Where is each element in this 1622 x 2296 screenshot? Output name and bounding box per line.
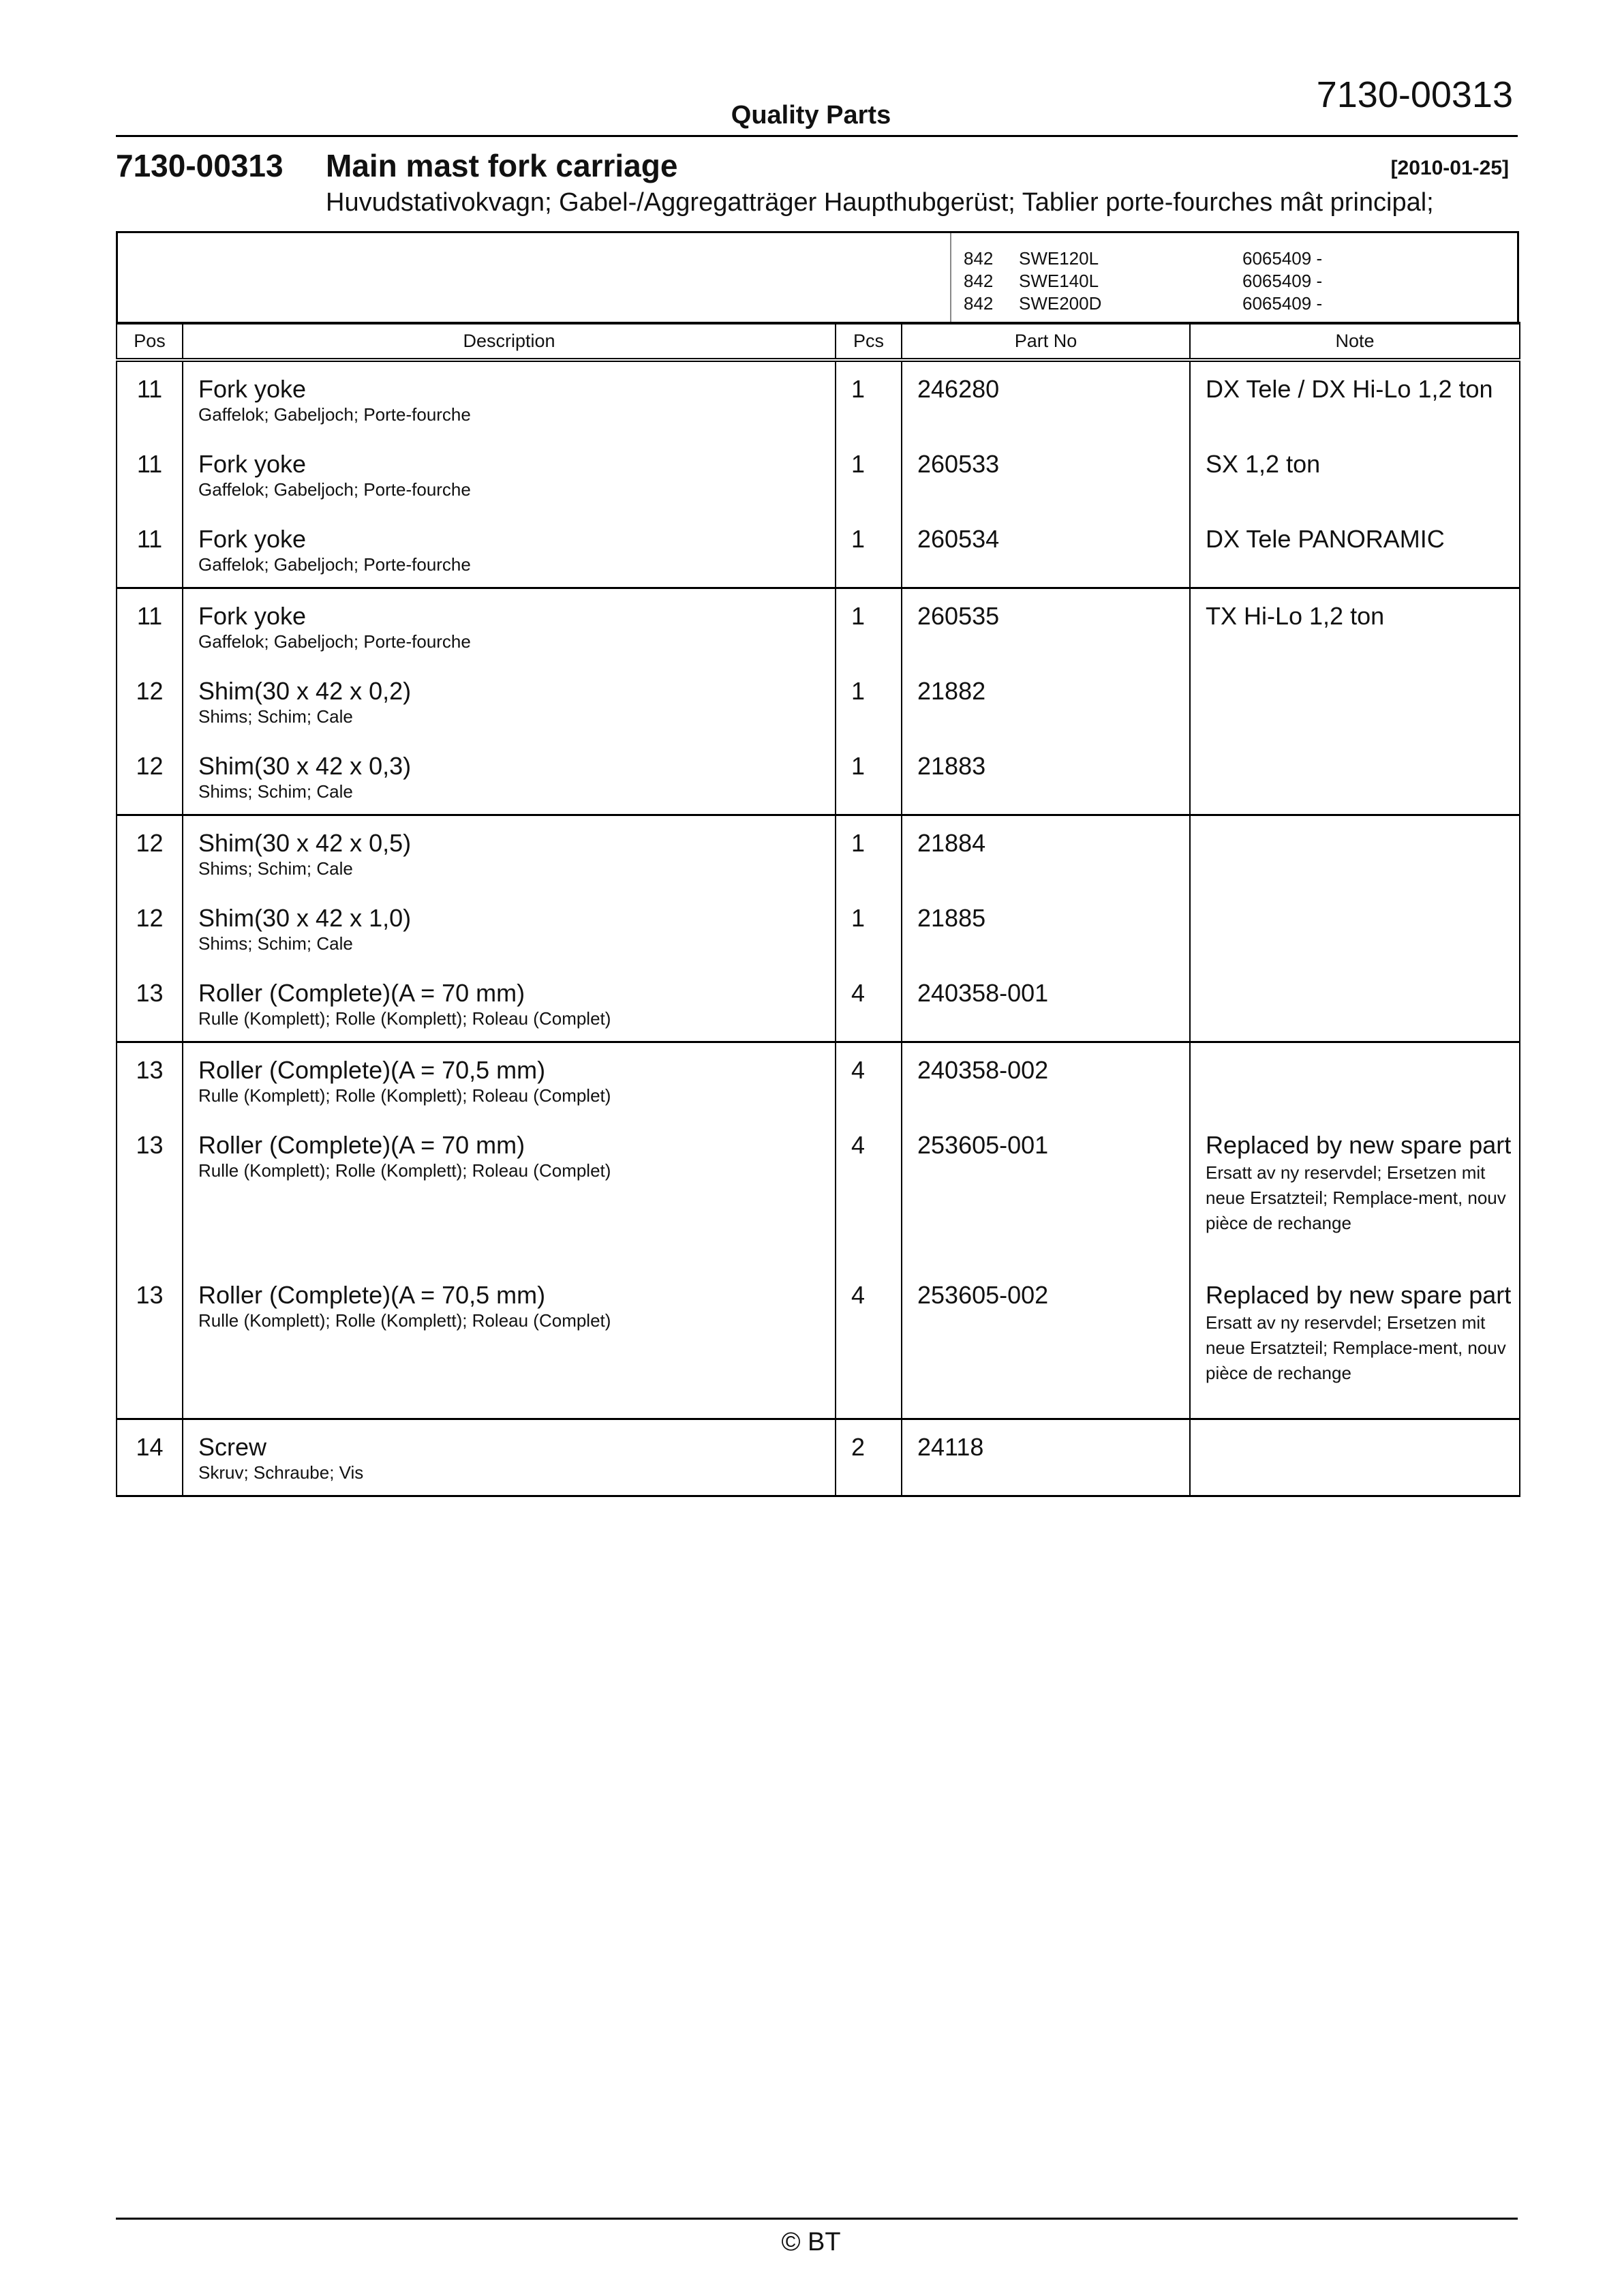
cell-pcs: 1 <box>836 512 902 588</box>
description-translations: Shims; Schim; Cale <box>198 781 353 802</box>
note-main: DX Tele / DX Hi-Lo 1,2 ton <box>1206 375 1493 403</box>
description-translations: Gaffelok; Gabeljoch; Porte-fourche <box>198 554 471 575</box>
note-main: Replaced by new spare part <box>1206 1281 1512 1309</box>
cell-part-no: 260533 <box>902 437 1190 512</box>
cell-pos: 12 <box>117 891 183 966</box>
cell-part-no: 21882 <box>902 664 1190 739</box>
cell-description <box>183 1042 836 1119</box>
description-main: Roller (Complete)(A = 70 mm) <box>198 1131 525 1159</box>
title-code: 7130-00313 <box>116 148 284 183</box>
parts-table <box>116 322 1520 1497</box>
description-main: Fork yoke <box>198 375 307 403</box>
cell-pos: 12 <box>117 815 183 892</box>
table-row <box>117 437 1520 512</box>
cell-part-no: 21885 <box>902 891 1190 966</box>
cell-pcs: 1 <box>836 815 902 892</box>
cell-pos: 14 <box>117 1419 183 1496</box>
table-header-row <box>117 323 1520 361</box>
cell-note <box>1190 1118 1520 1268</box>
cell-pcs: 4 <box>836 1042 902 1119</box>
title-translations: Huvudstativokvagn; Gabel-/Aggregatträger Haupthubgerüst; Tablier porte-fourches mât principal; <box>326 188 1434 217</box>
header-pcs: Pcs <box>836 323 902 361</box>
cell-pos: 11 <box>117 512 183 588</box>
description-main: Roller (Complete)(A = 70,5 mm) <box>198 1281 546 1309</box>
cell-part-no: 260535 <box>902 588 1190 665</box>
cell-description <box>183 664 836 739</box>
model-group: 842 <box>964 271 994 291</box>
note-main: TX Hi-Lo 1,2 ton <box>1206 602 1385 630</box>
cell-part-no: 240358-002 <box>902 1042 1190 1119</box>
description-main: Shim(30 x 42 x 0,3) <box>198 752 412 780</box>
cell-description <box>183 891 836 966</box>
description-translations: Rulle (Komplett); Rolle (Komplett); Roleau (Complet) <box>198 1008 611 1029</box>
cell-part-no: 240358-001 <box>902 966 1190 1042</box>
table-body <box>117 360 1520 1496</box>
cell-note <box>1190 739 1520 815</box>
table-row <box>117 512 1520 588</box>
cell-description <box>183 1268 836 1419</box>
model-name: SWE200D <box>1019 293 1102 314</box>
cell-pcs: 1 <box>836 891 902 966</box>
cell-note <box>1190 588 1520 665</box>
table-row <box>117 1268 1520 1419</box>
description-main: Fork yoke <box>198 525 307 553</box>
table-row <box>117 891 1520 966</box>
description-main: Shim(30 x 42 x 0,5) <box>198 829 412 857</box>
note-main: Replaced by new spare part <box>1206 1131 1512 1159</box>
table-row <box>117 1118 1520 1268</box>
cell-pos: 12 <box>117 739 183 815</box>
cell-pcs: 1 <box>836 360 902 437</box>
header-part-no: Part No <box>902 323 1190 361</box>
description-main: Fork yoke <box>198 450 307 478</box>
cell-description <box>183 1419 836 1496</box>
page-title: Main mast fork carriage <box>326 148 678 183</box>
table-row <box>117 966 1520 1042</box>
cell-pcs: 4 <box>836 1268 902 1419</box>
cell-description <box>183 588 836 665</box>
cell-note <box>1190 891 1520 966</box>
cell-part-no: 260534 <box>902 512 1190 588</box>
description-main: Roller (Complete)(A = 70 mm) <box>198 979 525 1007</box>
model-serial: 6065409 - <box>1242 271 1323 291</box>
cell-pos: 13 <box>117 1268 183 1419</box>
cell-note <box>1190 1419 1520 1496</box>
description-main: Shim(30 x 42 x 0,2) <box>198 677 412 705</box>
model-box <box>116 231 1519 324</box>
description-translations: Shims; Schim; Cale <box>198 933 353 954</box>
table-row <box>117 739 1520 815</box>
table-row <box>117 664 1520 739</box>
model-group: 842 <box>964 248 994 269</box>
cell-note <box>1190 437 1520 512</box>
description-translations: Gaffelok; Gabeljoch; Porte-fourche <box>198 631 471 652</box>
model-name: SWE120L <box>1019 248 1099 269</box>
cell-part-no: 24118 <box>902 1419 1190 1496</box>
description-translations: Shims; Schim; Cale <box>198 706 353 727</box>
note-main: SX 1,2 ton <box>1206 450 1321 478</box>
cell-pos: 11 <box>117 588 183 665</box>
cell-description <box>183 1118 836 1268</box>
cell-description <box>183 966 836 1042</box>
note-main: DX Tele PANORAMIC <box>1206 525 1445 553</box>
cell-part-no: 21883 <box>902 739 1190 815</box>
cell-pcs: 2 <box>836 1419 902 1496</box>
description-translations: Shims; Schim; Cale <box>198 858 353 879</box>
cell-pos: 13 <box>117 1118 183 1268</box>
model-serial: 6065409 - <box>1242 248 1323 269</box>
cell-note <box>1190 966 1520 1042</box>
doc-number-top: 7130-00313 <box>1316 74 1513 115</box>
description-translations: Gaffelok; Gabeljoch; Porte-fourche <box>198 479 471 500</box>
model-group: 842 <box>964 293 994 314</box>
table-row <box>117 360 1520 437</box>
cell-part-no: 246280 <box>902 360 1190 437</box>
note-translations: Ersatt av ny reservdel; Ersetzen mit neue Ersatzteil; Remplace-ment, nouv pièce de rechange <box>1206 1162 1506 1233</box>
model-serial: 6065409 - <box>1242 293 1323 314</box>
cell-note <box>1190 360 1520 437</box>
cell-description <box>183 739 836 815</box>
cell-description <box>183 360 836 437</box>
cell-note <box>1190 512 1520 588</box>
description-translations: Rulle (Komplett); Rolle (Komplett); Roleau (Complet) <box>198 1310 611 1331</box>
table-row <box>117 815 1520 892</box>
cell-description <box>183 437 836 512</box>
header-note: Note <box>1190 323 1520 361</box>
description-translations: Gaffelok; Gabeljoch; Porte-fourche <box>198 404 471 425</box>
cell-pos: 13 <box>117 1042 183 1119</box>
model-name: SWE140L <box>1019 271 1099 291</box>
table-row <box>117 1419 1520 1496</box>
cell-description <box>183 512 836 588</box>
cell-description <box>183 815 836 892</box>
cell-pos: 11 <box>117 437 183 512</box>
table-row <box>117 588 1520 665</box>
table-row <box>117 1042 1520 1119</box>
description-main: Shim(30 x 42 x 1,0) <box>198 904 412 932</box>
description-main: Screw <box>198 1433 267 1461</box>
header-rule <box>116 135 1518 137</box>
header-pos: Pos <box>117 323 183 361</box>
description-translations: Rulle (Komplett); Rolle (Komplett); Roleau (Complet) <box>198 1160 611 1181</box>
cell-part-no: 253605-001 <box>902 1118 1190 1268</box>
cell-pcs: 4 <box>836 966 902 1042</box>
cell-part-no: 21884 <box>902 815 1190 892</box>
note-translations: Ersatt av ny reservdel; Ersetzen mit neue Ersatzteil; Remplace-ment, nouv pièce de rechange <box>1206 1312 1506 1383</box>
cell-pcs: 1 <box>836 437 902 512</box>
cell-note <box>1190 1268 1520 1419</box>
header-description: Description <box>183 323 836 361</box>
cell-note <box>1190 1042 1520 1119</box>
cell-note <box>1190 815 1520 892</box>
cell-pcs: 1 <box>836 588 902 665</box>
cell-pcs: 1 <box>836 739 902 815</box>
cell-pcs: 4 <box>836 1118 902 1268</box>
description-translations: Rulle (Komplett); Rolle (Komplett); Roleau (Complet) <box>198 1085 611 1106</box>
cell-pos: 13 <box>117 966 183 1042</box>
description-translations: Skruv; Schraube; Vis <box>198 1462 364 1483</box>
model-divider <box>950 233 951 322</box>
copyright: © BT <box>781 2228 841 2256</box>
cell-pcs: 1 <box>836 664 902 739</box>
cell-note <box>1190 664 1520 739</box>
description-main: Fork yoke <box>198 602 307 630</box>
title-date: [2010-01-25] <box>1390 157 1509 179</box>
cell-pos: 11 <box>117 360 183 437</box>
cell-pos: 12 <box>117 664 183 739</box>
header-label: Quality Parts <box>731 101 891 130</box>
footer-rule <box>116 2218 1518 2220</box>
description-main: Roller (Complete)(A = 70,5 mm) <box>198 1056 546 1084</box>
cell-part-no: 253605-002 <box>902 1268 1190 1419</box>
